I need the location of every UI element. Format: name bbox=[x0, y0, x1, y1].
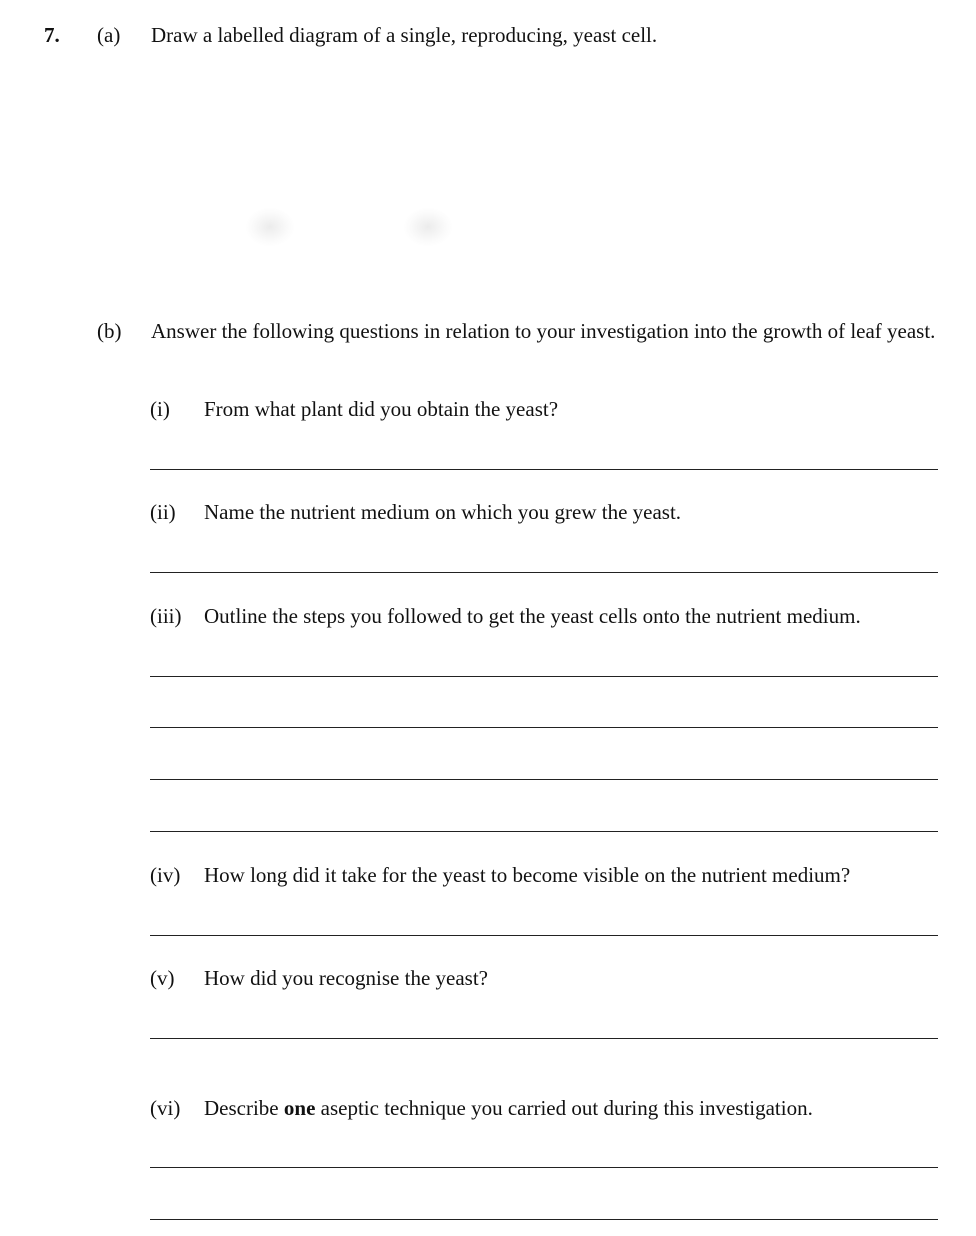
answer-line[interactable] bbox=[150, 1167, 938, 1168]
subquestion-text-after: aseptic technique you carried out during this investigation. bbox=[315, 1096, 813, 1120]
subquestion-text: Outline the steps you followed to get the yeast cells onto the nutrient medium. bbox=[204, 604, 861, 628]
answer-line[interactable] bbox=[150, 779, 938, 780]
subquestion-label: (v) bbox=[150, 966, 175, 990]
part-b-label: (b) bbox=[97, 319, 122, 343]
part-b-text: Answer the following questions in relation to your investigation into the growth of leaf yeast. bbox=[151, 319, 936, 343]
part-a-label: (a) bbox=[97, 23, 121, 47]
subquestion-label: (ii) bbox=[150, 500, 176, 524]
subquestion-text-emphasis: one bbox=[283, 1096, 316, 1120]
subquestion-text: How long did it take for the yeast to become visible on the nutrient medium? bbox=[204, 863, 851, 887]
subquestion-text: Name the nutrient medium on which you grew the yeast. bbox=[204, 500, 682, 524]
answer-line[interactable] bbox=[150, 469, 938, 470]
part-a-text: Draw a labelled diagram of a single, reproducing, yeast cell. bbox=[151, 23, 658, 47]
subquestion-label: (iii) bbox=[150, 604, 182, 628]
subquestion-label: (vi) bbox=[150, 1096, 181, 1120]
question-number: 7. bbox=[44, 23, 60, 47]
subquestion-text: From what plant did you obtain the yeast? bbox=[204, 397, 559, 421]
faint-scan-mark bbox=[404, 208, 452, 246]
subquestion-text: How did you recognise the yeast? bbox=[204, 966, 489, 990]
answer-line[interactable] bbox=[150, 935, 938, 936]
subquestion-text bbox=[204, 1095, 813, 1121]
subquestion-label: (i) bbox=[150, 397, 170, 421]
answer-line[interactable] bbox=[150, 1219, 938, 1220]
answer-line[interactable] bbox=[150, 727, 938, 728]
faint-scan-mark bbox=[246, 208, 294, 246]
subquestion-text-before: Describe bbox=[204, 1096, 284, 1120]
answer-line[interactable] bbox=[150, 831, 938, 832]
answer-line[interactable] bbox=[150, 1038, 938, 1039]
subquestion-label: (iv) bbox=[150, 863, 181, 887]
answer-line[interactable] bbox=[150, 676, 938, 677]
answer-line[interactable] bbox=[150, 572, 938, 573]
